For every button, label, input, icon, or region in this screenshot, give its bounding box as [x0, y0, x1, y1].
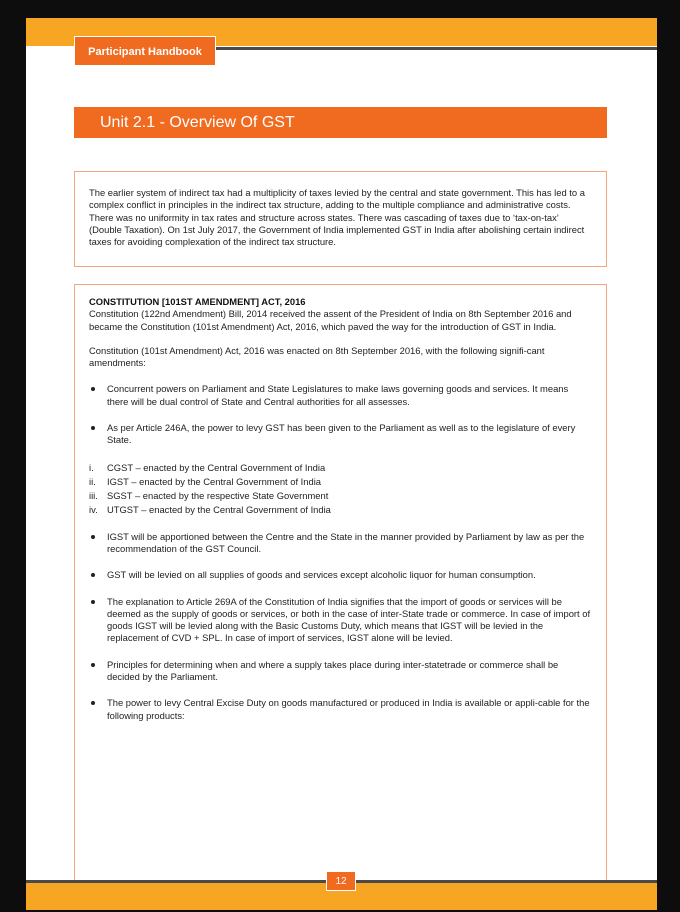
list-item: Principles for determining when and where a supply takes place during inter-statetrade or commerce shall be decided by the Parliament.	[89, 659, 592, 684]
list-text: IGST – enacted by the Central Government of India	[107, 475, 322, 487]
amendment-box	[74, 284, 607, 881]
intro-box	[74, 171, 607, 267]
list-numeral: i.	[89, 461, 94, 473]
paragraph-2: Constitution (101st Amendment) Act, 2016 was enacted on 8th September 2016, with the following signifi-cant amendments:	[89, 344, 545, 369]
handbook-page	[26, 18, 657, 910]
list-item: The power to levy Central Excise Duty on goods manufactured or produced in India is available or appli-cable for the following products:	[89, 697, 592, 722]
list-text: SGST – enacted by the respective State Government	[107, 489, 329, 501]
header-tab: Participant Handbook	[74, 36, 216, 66]
list-text: CGST – enacted by the Central Government of India	[107, 461, 326, 473]
bullet-list-a	[89, 383, 592, 446]
header-rule	[214, 47, 657, 50]
page-number: 12	[326, 871, 356, 891]
list-item	[89, 489, 592, 503]
section-heading: CONSTITUTION [101ST AMENDMENT] ACT, 2016	[89, 296, 306, 307]
paragraph-1: Constitution (122nd Amendment) Bill, 2014 received the assent of the President of India on 8th September 2016 and became the Constitution (101st Amendment) Act, 2016, which paved the way for the introduction of GST in India.	[89, 308, 572, 332]
intro-paragraph: The earlier system of indirect tax had a multiplicity of taxes levied by the central and state government. This has led to a complex conflict in principles in the indirect tax structure, adding to the multiple compliance and administrative costs. There was no uniformity in tax rates and structure across states. There was cascading of taxes due to ‘tax-on-tax’ (Double Taxation). On 1st July 2017, the Government of India implemented GST in India after abolishing certain indirect taxes for avoiding complexation of the indirect tax structure.	[89, 187, 585, 248]
list-item: Concurrent powers on Parliament and State Legislatures to make laws governing goods and services. It means there will be dual control of State and Central authorities for all assesses.	[89, 383, 592, 408]
roman-list	[89, 461, 592, 517]
list-item: As per Article 246A, the power to levy GST has been given to the Parliament as well as to the legislature of every State.	[89, 422, 592, 447]
list-numeral: ii.	[89, 475, 96, 487]
list-item: IGST will be apportioned between the Centre and the State in the manner provided by Parliament by law as per the recommendation of the GST Council.	[89, 531, 592, 556]
list-numeral: iv.	[89, 503, 98, 515]
list-item	[89, 475, 592, 489]
list-item	[89, 461, 592, 475]
list-item: The explanation to Article 269A of the Constitution of India signifies that the import of goods or services will be deemed as the supply of goods or services, or both in the case of inter-State trade or commerce. In case of import of goods IGST will be levied along with the Basic Customs Duty, which means that IGST will be levied in the replacement of CVD + SPL. In case of import of services, IGST alone will be levied.	[89, 596, 592, 645]
list-numeral: iii.	[89, 489, 98, 501]
bullet-list-b	[89, 531, 592, 722]
list-item	[89, 503, 592, 517]
list-text: UTGST – enacted by the Central Government of India	[107, 503, 331, 515]
unit-title: Unit 2.1 - Overview Of GST	[74, 107, 607, 138]
list-item: GST will be levied on all supplies of goods and services except alcoholic liquor for human consumption.	[89, 569, 592, 581]
